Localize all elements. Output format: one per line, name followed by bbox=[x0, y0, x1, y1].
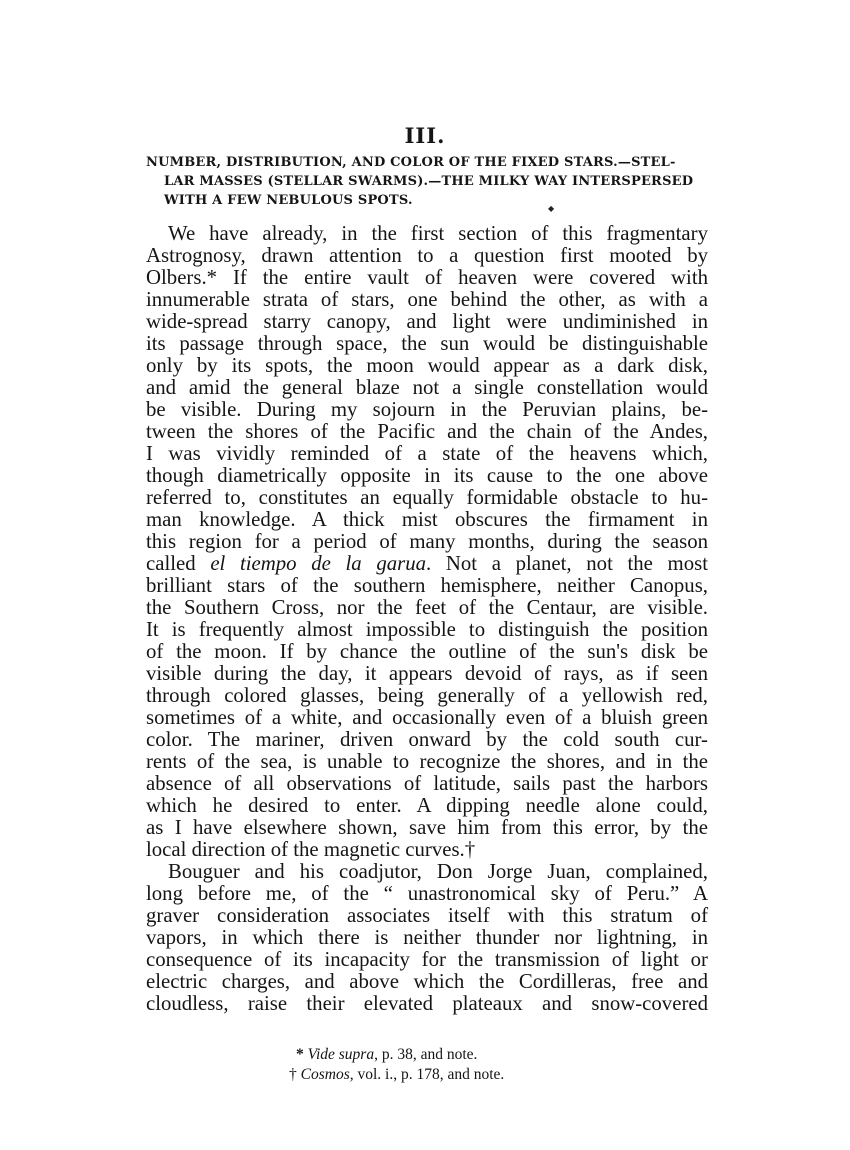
text-line: It is frequently almost impossible to distinguish the position bbox=[146, 618, 708, 641]
text-line: Olbers.* If the entire vault of heaven were covered with bbox=[146, 266, 708, 289]
footnote bbox=[0, 1065, 850, 1085]
text-line: graver consideration associates itself with this stratum of bbox=[146, 904, 708, 927]
footnote-text: , p. 38, and note. bbox=[374, 1046, 478, 1063]
text-line: of the moon. If by chance the outline of the sun's disk be bbox=[146, 640, 708, 663]
footnote-ref: Vide supra bbox=[307, 1046, 375, 1063]
footnote-symbol: † bbox=[289, 1066, 297, 1083]
text-line: which he desired to enter. A dipping needle alone could, bbox=[146, 794, 708, 817]
heading-line: WITH A FEW NEBULOUS SPOTS. bbox=[164, 193, 413, 208]
text-line: brilliant stars of the southern hemisphere, neither Canopus, bbox=[146, 574, 708, 597]
text-line bbox=[146, 553, 708, 575]
text-line: electric charges, and above which the Cordilleras, free and bbox=[146, 970, 708, 993]
text-line: Astrognosy, drawn attention to a question first mooted by bbox=[146, 244, 708, 267]
text-line: and amid the general blaze not a single constellation would bbox=[146, 376, 708, 399]
text-line: consequence of its incapacity for the transmission of light or bbox=[146, 948, 708, 971]
heading-line: NUMBER, DISTRIBUTION, AND COLOR OF THE FIXED STARS.—STEL- bbox=[146, 155, 676, 170]
footnotes bbox=[0, 1045, 850, 1085]
text-line: Bouguer and his coadjutor, Don Jorge Juan, complained, bbox=[168, 860, 708, 883]
text-line: absence of all observations of latitude, sails past the harbors bbox=[146, 772, 708, 795]
footnote-text: vol. i., p. 178, and note. bbox=[353, 1066, 505, 1083]
print-mark-icon: ◆ bbox=[548, 204, 555, 213]
footnote bbox=[0, 1045, 850, 1065]
text-line: long before me, of the “ unastronomical sky of Peru.” A bbox=[146, 882, 708, 905]
text-fragment: . Not a planet, not the most bbox=[426, 552, 709, 575]
italic-term: el tiempo de la garua bbox=[210, 552, 427, 575]
text-line: tween the shores of the Pacific and the chain of the Andes, bbox=[146, 420, 708, 443]
text-line: though diametrically opposite in its cause to the one above bbox=[146, 464, 708, 487]
section-heading bbox=[146, 153, 718, 210]
text-line: We have already, in the first section of this fragmentary bbox=[168, 222, 708, 245]
footnote-symbol: * bbox=[296, 1046, 304, 1063]
text-line: be visible. During my sojourn in the Peruvian plains, be- bbox=[146, 398, 708, 421]
text-line: sometimes of a white, and occasionally even of a bluish green bbox=[146, 706, 708, 729]
text-line: the Southern Cross, nor the feet of the Centaur, are visible. bbox=[146, 596, 708, 619]
text-line: man knowledge. A thick mist obscures the firmament in bbox=[146, 508, 708, 531]
footnote-ref: Cosmos, bbox=[300, 1066, 354, 1083]
text-line: visible during the day, it appears devoid of rays, as if seen bbox=[146, 662, 708, 685]
text-fragment: called bbox=[146, 552, 196, 575]
text-line: wide-spread starry canopy, and light were undiminished in bbox=[146, 310, 708, 333]
text-line: only by its spots, the moon would appear as a dark disk, bbox=[146, 354, 708, 377]
text-line: its passage through space, the sun would be distinguishable bbox=[146, 332, 708, 355]
text-line: cloudless, raise their elevated plateaux and snow-covered bbox=[146, 992, 708, 1015]
text-line: I was vividly reminded of a state of the heavens which, bbox=[146, 442, 708, 465]
text-line: local direction of the magnetic curves.† bbox=[146, 838, 476, 861]
text-line: color. The mariner, driven onward by the cold south cur- bbox=[146, 728, 708, 751]
heading-line: LAR MASSES (STELLAR SWARMS).—THE MILKY WAY INTERSPERSED bbox=[164, 174, 694, 189]
text-line: through colored glasses, being generally of a yellowish red, bbox=[146, 684, 708, 707]
text-line: as I have elsewhere shown, save him from this error, by the bbox=[146, 816, 708, 839]
text-line: this region for a period of many months, during the season bbox=[146, 530, 708, 553]
text-line: innumerable strata of stars, one behind the other, as with a bbox=[146, 288, 708, 311]
text-line: rents of the sea, is unable to recognize the shores, and in the bbox=[146, 750, 708, 773]
text-line: referred to, constitutes an equally formidable obstacle to hu- bbox=[146, 486, 708, 509]
section-number: III. bbox=[404, 123, 446, 148]
text-line: vapors, in which there is neither thunder nor lightning, in bbox=[146, 926, 708, 949]
body-text bbox=[146, 223, 708, 1015]
